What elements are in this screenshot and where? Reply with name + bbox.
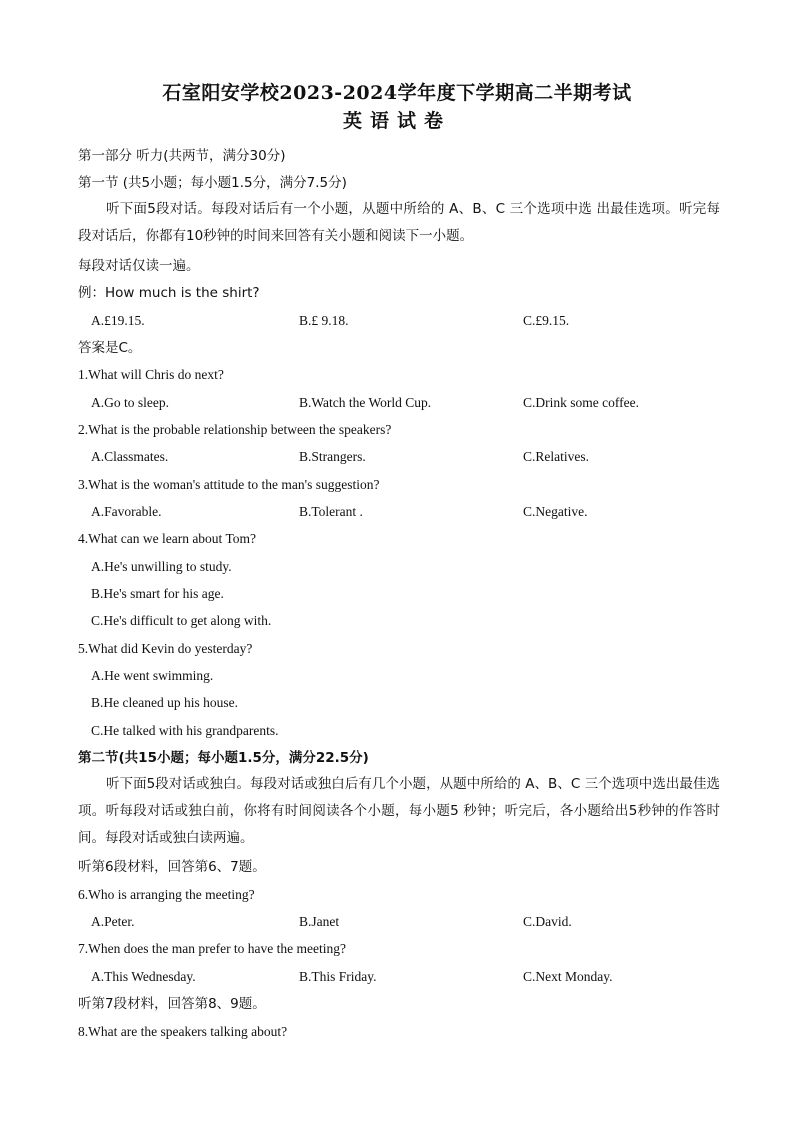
q7-option-a: A.This Wednesday. xyxy=(91,969,196,984)
question-4: 4.What can we learn about Tom? xyxy=(78,531,256,546)
material-7-heading: 听第7段材料，回答第8、9题。 xyxy=(78,996,266,1012)
question-8: 8.What are the speakers talking about? xyxy=(78,1024,288,1039)
q2-option-a: A.Classmates. xyxy=(91,449,169,464)
q4-option-c: C.He's difficult to get along with. xyxy=(91,613,272,628)
q1-option-b: B.Watch the World Cup. xyxy=(299,395,432,410)
example-option-b: B.£ 9.18. xyxy=(299,313,349,328)
q6-option-b: B.Janet xyxy=(299,914,340,929)
exam-title: 石室阳安学校2023-2024学年度下学期高二半期考试 xyxy=(162,82,632,104)
question-5: 5.What did Kevin do yesterday? xyxy=(78,641,253,656)
q3-option-b: B.Tolerant . xyxy=(299,504,363,519)
material-6-heading: 听第6段材料，回答第6、7题。 xyxy=(78,859,266,875)
q4-option-b: B.He's smart for his age. xyxy=(91,586,224,601)
q6-option-a: A.Peter. xyxy=(91,914,135,929)
example-question: 例：How much is the shirt? xyxy=(78,285,260,301)
q4-option-a: A.He's unwilling to study. xyxy=(91,559,232,574)
example-answer: 答案是C。 xyxy=(78,340,142,356)
question-7: 7.When does the man prefer to have the meeting? xyxy=(78,941,347,956)
q5-option-b: B.He cleaned up his house. xyxy=(91,695,238,710)
exam-subtitle: 英语试卷 xyxy=(342,110,451,132)
question-6: 6.Who is arranging the meeting? xyxy=(78,887,255,902)
part1-heading: 第一部分 听力(共两节，满分30分) xyxy=(78,148,286,164)
section2-instructions: 听下面5段对话或独白。每段对话或独白后有几个小题，从题中所给的 A、B、C 三个选项中选出最佳选项。听每段对话或独白前，你将有时间阅读各个小题，每小题5 秒钟；听完后，各小题给出5秒钟的作答时间。每段对话或独白读两遍。 xyxy=(78,776,720,846)
question-2: 2.What is the probable relationship between the speakers? xyxy=(78,422,392,437)
question-3: 3.What is the woman's attitude to the man's suggestion? xyxy=(78,477,380,492)
q1-option-c: C.Drink some coffee. xyxy=(523,395,639,410)
question-1: 1.What will Chris do next? xyxy=(78,367,224,382)
q7-option-c: C.Next Monday. xyxy=(523,969,613,984)
example-option-c: C.£9.15. xyxy=(523,313,570,328)
section1-heading: 第一节 (共5小题；每小题1.5分，满分7.5分) xyxy=(78,175,347,191)
q6-option-c: C.David. xyxy=(523,914,572,929)
q7-option-b: B.This Friday. xyxy=(299,969,377,984)
q5-option-a: A.He went swimming. xyxy=(91,668,214,683)
section1-note: 每段对话仅读一遍。 xyxy=(78,258,200,274)
section1-instructions: 听下面5段对话。每段对话后有一个小题，从题中所给的 A、B、C 三个选项中选 出最佳选项。听完每段对话后，你都有10秒钟的时间来回答有关小题和阅读下一小题。 xyxy=(78,201,720,244)
q1-option-a: A.Go to sleep. xyxy=(91,395,169,410)
q2-option-b: B.Strangers. xyxy=(299,449,366,464)
q5-option-c: C.He talked with his grandparents. xyxy=(91,723,279,738)
q3-option-a: A.Favorable. xyxy=(91,504,162,519)
section2-heading: 第二节(共15小题；每小题1.5分，满分22.5分) xyxy=(78,750,369,766)
q2-option-c: C.Relatives. xyxy=(523,449,589,464)
example-option-a: A.£19.15. xyxy=(91,313,145,328)
q3-option-c: C.Negative. xyxy=(523,504,588,519)
